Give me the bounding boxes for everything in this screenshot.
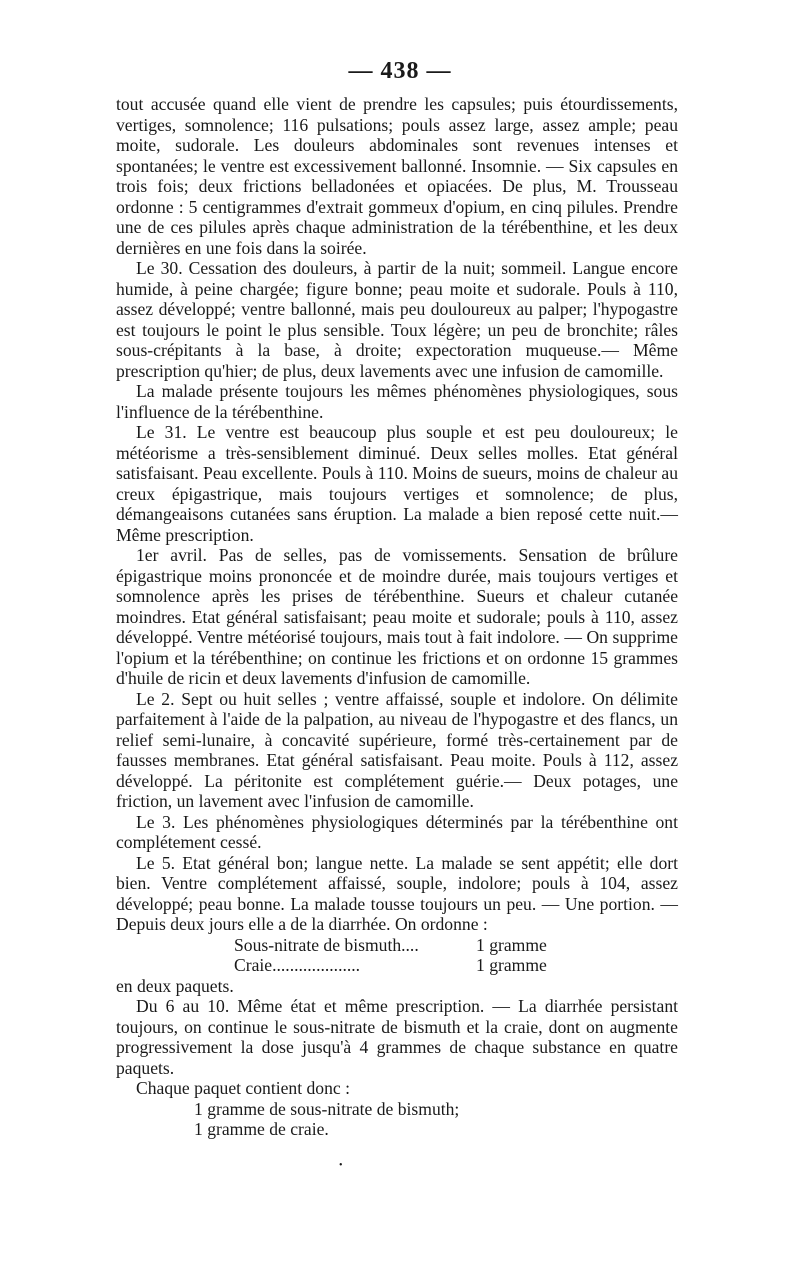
paragraph: Le 2. Sept ou huit selles ; ventre affaissé, souple et indolore. On délimite parfaitement à l'aide de la palpation, au niveau de l'hypogastre et des flancs, un relief semi-lunaire, à concavité supérieure, formé très-certainement par de fausses membranes. Etat général satisfaisant. Peau moite. Pouls à 112, assez développé. La péritonite est complétement guérie.— Deux potages, une friction, un lavement avec l'infusion de camomille. <box>116 688 678 811</box>
ingredient: Sous-nitrate de bismuth.... <box>234 934 419 955</box>
prescription-list <box>116 935 678 976</box>
page-body <box>116 94 678 1140</box>
prescription-item <box>234 955 564 976</box>
paragraph: Chaque paquet contient donc : <box>136 1078 350 1098</box>
dose-item: 1 gramme de sous-nitrate de bismuth; <box>194 1098 460 1119</box>
paragraph: Du 6 au 10. Même état et même prescription. — La diarrhée persistant toujours, on continue le sous-nitrate de bismuth et la craie, dont on augmente progressivement la dose jusqu'à 4 grammes de chaque substance en quatre paquets. <box>116 996 678 1078</box>
ink-mark: • <box>339 1160 343 1171</box>
dose-item: 1 gramme de craie. <box>194 1119 329 1139</box>
paragraph: Le 31. Le ventre est beaucoup plus souple et est peu douloureux; le météorisme a très-sensiblement diminué. Deux selles molles. Etat général satisfaisant. Peau excellente. Pouls à 110. Moins de sueurs, moins de chaleur au creux épigastrique, mais toujours vertiges et somnolence; de plus, démangeaisons cutanées sans éruption. La malade a bien reposé cette nuit.—Même prescription. <box>116 422 678 545</box>
paragraph: Le 5. Etat général bon; langue nette. La malade se sent appétit; elle dort bien. Ventre complétement affaissé, souple, indolore; pouls à 104, assez développé; peau bonne. La malade tousse toujours un peu. — Une portion. — Depuis deux jours elle a de la diarrhée. On ordonne : <box>116 852 678 934</box>
paragraph: tout accusée quand elle vient de prendre les capsules; puis étourdissements, vertiges, somnolence; 116 pulsations; pouls assez large, assez ample; peau moite, sudorale. Les douleurs abdominales sont revenues intenses et spontanées; le ventre est excessivement ballonné. Insomnie. — Six capsules en trois fois; deux frictions belladonées et opiacées. De plus, M. Trousseau ordonne : 5 centigrammes d'extrait gommeux d'opium, en cinq pilules. Prendre une de ces pilules après chaque administration de la térébenthine, et les deux dernières en une fois dans la soirée. <box>116 94 678 258</box>
dose-list <box>116 1099 678 1140</box>
paragraph: Le 3. Les phénomènes physiologiques déterminés par la térébenthine ont complétement cessé. <box>116 811 678 852</box>
page-number: — 438 — <box>348 58 452 84</box>
quantity: 1 gramme <box>476 955 547 975</box>
paragraph: La malade présente toujours les mêmes phénomènes physiologiques, sous l'influence de la térébenthine. <box>116 381 678 422</box>
paragraph: 1er avril. Pas de selles, pas de vomissements. Sensation de brûlure épigastrique moins prononcée et de moindre durée, mais toujours vertiges et somnolence après les prises de térébenthine. Sueurs et chaleur cutanée moindres. Etat général satisfaisant; peau moite et sudorale; pouls à 110, assez développé. Ventre météorisé toujours, mais tout à fait indolore. — On supprime l'opium et la térébenthine; on continue les frictions et on ordonne 15 grammes d'huile de ricin et deux lavements d'infusion de camomille. <box>116 545 678 688</box>
paragraph: Le 30. Cessation des douleurs, à partir de la nuit; sommeil. Langue encore humide, à peine chargée; figure bonne; peau moite et sudorale. Pouls à 110, assez développé; ventre ballonné, mais peu douloureux au palper; l'hypogastre est toujours le point le plus sensible. Toux légère; un peu de bronchite; râles sous-crépitants à la base, à droite; expectoration muqueuse.— Même prescription qu'hier; de plus, deux lavements avec une infusion de camomille. <box>116 258 678 381</box>
ingredient: Craie.................... <box>234 955 361 975</box>
prescription-item <box>234 935 564 956</box>
paragraph: en deux paquets. <box>116 975 234 996</box>
quantity: 1 gramme <box>476 934 547 955</box>
